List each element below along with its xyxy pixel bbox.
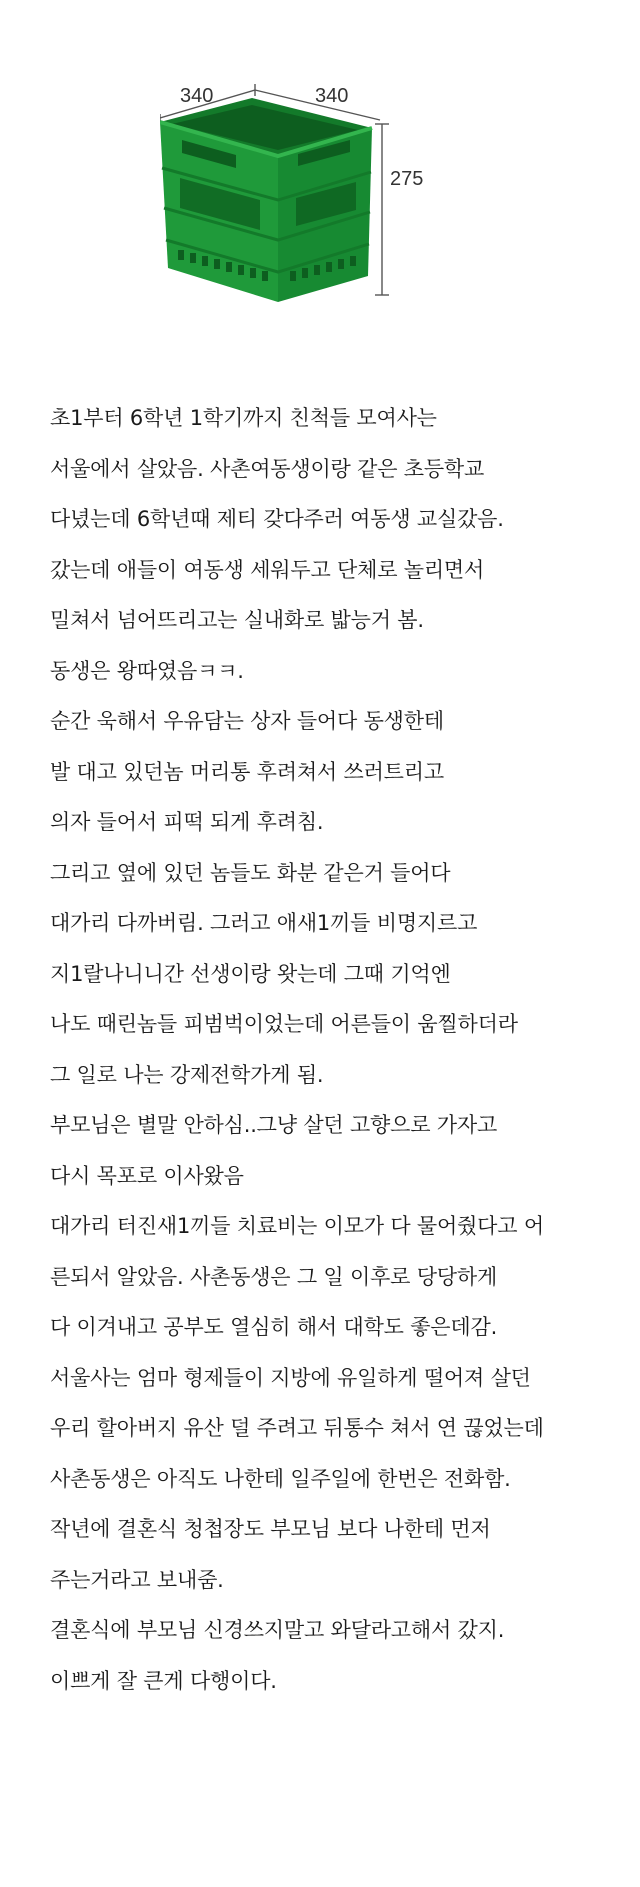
post-text bbox=[50, 393, 635, 1706]
post-line: 서울사는 엄마 형제들이 지방에 유일하게 떨어져 살던 bbox=[50, 1365, 531, 1390]
post-line: 다 이겨내고 공부도 열심히 해서 대학도 좋은데감. bbox=[50, 1315, 498, 1339]
post-line: 그리고 옆에 있던 놈들도 화분 같은거 들어다 bbox=[50, 860, 451, 885]
post-line: 서울에서 살았음. 사촌여동생이랑 같은 초등학교 bbox=[50, 456, 485, 481]
post-line: 이쁘게 잘 큰게 다행이다. bbox=[50, 1668, 277, 1693]
width-label: 340 bbox=[180, 85, 214, 107]
post-line: 지1랄나니니간 선생이랑 왓는데 그때 기억엔 bbox=[50, 961, 451, 986]
crate-figure bbox=[160, 80, 480, 380]
post-line: 갔는데 애들이 여동생 세워두고 단체로 놀리면서 bbox=[50, 557, 485, 582]
post-line: 대가리 다까버림. 그러고 애새1끼들 비명지르고 bbox=[50, 911, 478, 935]
post-line: 다시 목포로 이사왔음 bbox=[50, 1163, 244, 1188]
post-line: 부모님은 별말 안하심..그냥 살던 고향으로 가자고 bbox=[50, 1113, 498, 1137]
post-line: 나도 때린놈들 피범벅이었는데 어른들이 움찔하더라 bbox=[50, 1012, 518, 1036]
milk-crate-illustration bbox=[160, 80, 480, 380]
post-line: 다녔는데 6학년때 제티 갖다주러 여동생 교실갔음. bbox=[50, 507, 504, 531]
post-line: 밀쳐서 넘어뜨리고는 실내화로 밟능거 봄. bbox=[50, 608, 424, 632]
post-line: 순간 욱해서 우유담는 상자 들어다 동생한테 bbox=[50, 709, 444, 733]
post-line: 동생은 왕따였음ㅋㅋ. bbox=[50, 658, 244, 683]
post-line: 사촌동생은 아직도 나한테 일주일에 한번은 전화함. bbox=[50, 1466, 511, 1491]
post-line: 그 일로 나는 강제전학가게 됨. bbox=[50, 1062, 324, 1087]
post-line: 대가리 터진새1끼들 치료비는 이모가 다 물어줬다고 어 bbox=[50, 1214, 544, 1238]
post-line: 주는거라고 보내줌. bbox=[50, 1567, 224, 1592]
post-line: 우리 할아버지 유산 덜 주려고 뒤통수 쳐서 연 끊었는데 bbox=[50, 1416, 544, 1440]
post-line: 의자 들어서 피떡 되게 후려침. bbox=[50, 810, 324, 834]
height-label: 275 bbox=[390, 168, 424, 190]
depth-label: 340 bbox=[315, 85, 349, 107]
post-line: 른되서 알았음. 사촌동생은 그 일 이후로 당당하게 bbox=[50, 1264, 498, 1289]
post-line: 초1부터 6학년 1학기까지 친척들 모여사는 bbox=[50, 406, 437, 430]
post-line: 발 대고 있던놈 머리통 후려쳐서 쓰러트리고 bbox=[50, 759, 444, 784]
post-line: 작년에 결혼식 청첩장도 부모님 보다 나한테 먼저 bbox=[50, 1517, 491, 1541]
post-line: 결혼식에 부모님 신경쓰지말고 와달라고해서 갔지. bbox=[50, 1618, 505, 1642]
